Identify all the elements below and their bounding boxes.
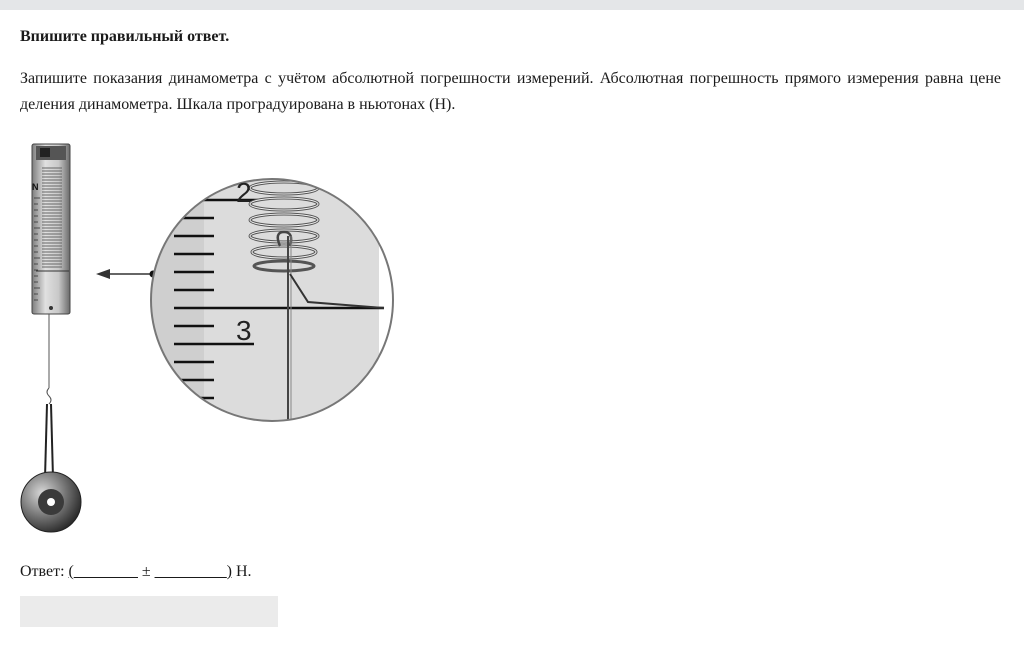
scale-label-2: 2 (236, 177, 252, 208)
answer-blank-error: _________ (154, 563, 227, 580)
scale-letter: N (32, 182, 39, 192)
hanging-weight (21, 314, 81, 532)
magnifier-lens (144, 177, 404, 428)
answer-input[interactable] (20, 596, 278, 627)
top-bar (0, 0, 1024, 10)
answer-unit: Н. (235, 563, 252, 580)
dynamometer-figure (14, 138, 404, 543)
plus-minus-sign: ± (141, 563, 151, 580)
task-text: Запишите показания динамометра с учётом абсолютной погрешности измерений. Абсолютная погрешность прямого измерения равна цене деления динамометра. Шкала проградуирована в ньютонах (Н). (20, 70, 1001, 113)
task-title: Впишите правильный ответ. (20, 28, 230, 45)
answer-close-paren: ) (226, 563, 232, 580)
dynamometer-body (32, 144, 70, 314)
answer-blank-value: ________ (73, 563, 138, 580)
pointer-arrow (96, 269, 157, 279)
answer-line (20, 563, 252, 581)
scale-label-3: 3 (236, 315, 252, 346)
answer-prefix: Ответ: (20, 563, 65, 580)
answer-open-paren: ( (68, 563, 74, 580)
